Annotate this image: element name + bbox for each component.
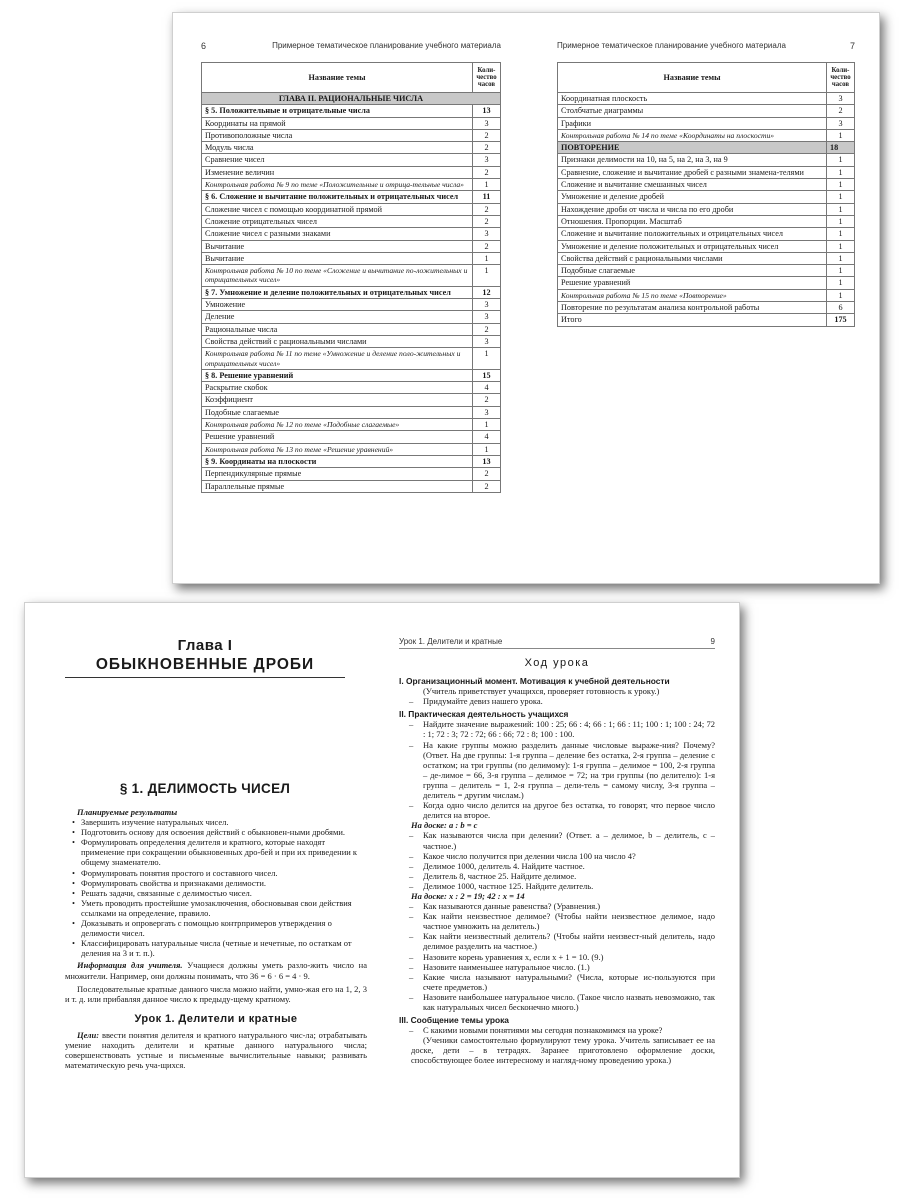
chapter-number: Глава I	[177, 637, 233, 654]
topic-cell: Изменение величин	[202, 166, 473, 178]
topic-cell: Сложение чисел с помощью координатной прямой	[202, 203, 473, 215]
hours-cell: 2	[827, 105, 855, 117]
table-row	[202, 286, 501, 298]
hours-cell: 1	[473, 443, 501, 455]
topic-cell: Сложение и вычитание смешанных чисел	[558, 179, 827, 191]
bottom-book-spread	[24, 602, 740, 1178]
lesson-goals	[65, 1030, 367, 1070]
hours-cell: 1	[827, 252, 855, 264]
hours-cell: 11	[473, 191, 501, 203]
thematic-plan-table	[201, 62, 501, 493]
topic-cell: Итого	[558, 314, 827, 326]
hours-cell: 1	[473, 252, 501, 264]
stage-2-dash-2: – На какие группы можно разделить данные числовые выраже-ния? Почему? (Ответ. На две группы: 1-я группа – деление без остатка, 2-я группа – деление с остатком; на три группы (по делимому): 1-я группа – делимое = 100, 2-я группа – де-лимое = 66, 3-я группа – делимое = 72; на три группы (по делителю): 1-я группа – делитель = 1, 2-я группа – дели-тель = самому числу, 3-я группа – делитель = другим числам.)	[399, 740, 715, 801]
question-item: – Назовите наименьшее натуральное число. (1.)	[399, 962, 715, 972]
topic-cell: Графики	[558, 117, 827, 129]
topic-cell: Контрольная работа № 15 по теме «Повторение»	[558, 289, 827, 301]
page-number: 9	[710, 637, 715, 646]
table-row	[202, 406, 501, 418]
table-row	[558, 179, 855, 191]
table-row	[202, 480, 501, 492]
hours-cell: 13	[473, 105, 501, 117]
running-head-text: Примерное тематическое планирование учебного материала	[557, 41, 786, 50]
hours-cell: 1	[827, 277, 855, 289]
table-row	[202, 105, 501, 117]
goals-text: ввести понятия делителя и кратного натурального чис-ла; отрабатывать умение находить делители и кратные данного натурального числа; совершенствовать устные и письменные вычислительные навыки; развивать математическую речь уча-щихся.	[65, 1029, 367, 1071]
topic-cell: Противоположные числа	[202, 129, 473, 141]
table-row	[202, 455, 501, 467]
table-row	[202, 240, 501, 252]
hours-cell: 3	[473, 406, 501, 418]
stage-3-title: III. Сообщение темы урока	[399, 1015, 509, 1026]
goals-label: Цели:	[77, 1029, 100, 1040]
thematic-plan-table	[557, 62, 855, 327]
hours-cell: 1	[827, 179, 855, 191]
results-heading: Планируемые результаты	[77, 807, 178, 817]
question-item: – Какие числа называют натуральными? (Числа, которые ис-пользуются при счете предметов.)	[399, 972, 715, 992]
hours-cell: 4	[473, 382, 501, 394]
topic-cell: Умножение и деление положительных и отрицательных чисел	[558, 240, 827, 252]
column-header-hours: Коли-чество часов	[473, 63, 501, 93]
topic-cell: Сложение чисел с разными знаками	[202, 228, 473, 240]
topic-cell: Повторение по результатам анализа контрольной работы	[558, 302, 827, 314]
list-item: • Формулировать определения делителя и кратного, которые находят применение при сокращении обыкновенных дро-бей и при их приведении к общему знаменателю.	[81, 837, 367, 867]
hours-cell: 3	[473, 154, 501, 166]
table-row	[202, 215, 501, 227]
hours-cell: 2	[473, 240, 501, 252]
page-8	[65, 603, 385, 1177]
board-note-1: На доске: a : b = c	[411, 820, 478, 831]
table-row	[202, 468, 501, 480]
lesson-title: Урок 1. Делители и кратные	[134, 1012, 298, 1025]
stage-1-title: I. Организационный момент. Мотивация к учебной деятельности	[399, 676, 670, 686]
table-row	[202, 191, 501, 203]
topic-cell: Коэффициент	[202, 394, 473, 406]
topic-cell: Координатная плоскость	[558, 93, 827, 105]
hours-cell: 2	[473, 129, 501, 141]
table-row	[202, 179, 501, 191]
table-row	[202, 431, 501, 443]
hours-cell: 6	[827, 302, 855, 314]
topic-cell: Умножение и деление дробей	[558, 191, 827, 203]
hours-cell: 18	[827, 142, 855, 154]
chapter-title	[65, 637, 345, 674]
page-6	[201, 13, 501, 583]
list-item: • Формулировать свойства и признаками делимости.	[81, 878, 367, 888]
table-row	[558, 191, 855, 203]
question-item: – Назовите наибольшее натуральное число. (Такое число назвать невозможно, так как натуральных чисел бесконечно много.)	[399, 992, 715, 1012]
hours-cell: 3	[473, 228, 501, 240]
topic-cell: Сравнение чисел	[202, 154, 473, 166]
hours-cell: 3	[473, 335, 501, 347]
topic-cell: § 8. Решение уравнений	[202, 369, 473, 381]
hours-cell: 3	[473, 299, 501, 311]
topic-cell: Параллельные прямые	[202, 480, 473, 492]
hours-cell: 2	[473, 166, 501, 178]
table-row	[202, 348, 501, 370]
topic-cell: Свойства действий с рациональными числами	[202, 335, 473, 347]
hours-cell: 1	[827, 215, 855, 227]
board-note-2: На доске: x : 2 = 19; 42 : x = 14	[411, 890, 525, 901]
question-item: – Как называются числа при делении? (Ответ. a – делимое, b – делитель, c – частное.)	[399, 830, 715, 850]
table-row	[202, 369, 501, 381]
column-header-hours: Коли-чество часов	[827, 63, 855, 93]
running-head	[201, 41, 501, 51]
table-row	[202, 154, 501, 166]
table-row	[202, 166, 501, 178]
table-row	[558, 302, 855, 314]
table-row	[558, 117, 855, 129]
top-book-spread	[172, 12, 880, 584]
table-row	[202, 382, 501, 394]
hours-cell: 2	[473, 480, 501, 492]
hours-cell: 1	[827, 228, 855, 240]
section-title: § 1. ДЕЛИМОСТЬ ЧИСЕЛ	[119, 781, 291, 796]
question-item: – Как называются данные равенства? (Уравнения.)	[399, 901, 715, 911]
topic-cell: Отношения. Пропорции. Масштаб	[558, 215, 827, 227]
topic-cell: Модуль числа	[202, 142, 473, 154]
table-row	[202, 265, 501, 287]
topic-cell: Нахождение дроби от числа и числа по его дроби	[558, 203, 827, 215]
table-row	[202, 129, 501, 141]
list-item: • Решать задачи, связанные с делимостью чисел.	[81, 888, 367, 898]
hours-cell: 1	[473, 179, 501, 191]
hours-cell: 1	[827, 203, 855, 215]
running-head	[399, 637, 715, 646]
running-head-text: Примерное тематическое планирование учебного материала	[272, 41, 501, 50]
table-row	[558, 240, 855, 252]
table-row	[558, 228, 855, 240]
hours-cell: 15	[473, 369, 501, 381]
table-row	[202, 203, 501, 215]
topic-cell: Контрольная работа № 14 по теме «Координаты на плоскости»	[558, 129, 827, 141]
table-row	[558, 265, 855, 277]
topic-cell: Вычитание	[202, 240, 473, 252]
list-item: • Формулировать понятия простого и составного чисел.	[81, 868, 367, 878]
topic-cell: Вычитание	[202, 252, 473, 264]
hours-cell: 1	[827, 191, 855, 203]
table-row	[202, 311, 501, 323]
table-row	[558, 129, 855, 141]
column-header-topic: Название темы	[558, 63, 827, 93]
hours-cell: 4	[473, 431, 501, 443]
hours-cell: 1	[473, 348, 501, 370]
topic-cell: Решение уравнений	[202, 431, 473, 443]
multiples-paragraph: Последовательные кратные данного числа можно найти, умно-жая его на 1, 2, 3 и т. д. или прибавляя данное число к предыду-щему кратному.	[65, 983, 367, 1004]
table-row	[202, 394, 501, 406]
topic-cell: Решение уравнений	[558, 277, 827, 289]
table-row	[558, 142, 855, 154]
results-list	[65, 817, 367, 958]
topic-cell: § 6. Сложение и вычитание положительных и отрицательных чисел	[202, 191, 473, 203]
topic-cell: Раскрытие скобок	[202, 382, 473, 394]
chapter-divider	[65, 677, 345, 678]
hours-cell: 3	[827, 93, 855, 105]
hours-cell: 1	[827, 265, 855, 277]
page-9	[399, 603, 715, 1177]
hours-cell: 3	[473, 117, 501, 129]
table-row	[558, 154, 855, 166]
table-row	[202, 93, 501, 105]
question-item: – Как найти неизвестный делитель? (Чтобы найти неизвест-ный делитель, надо делимое разделить на частное.)	[399, 931, 715, 951]
table-row	[558, 252, 855, 264]
table-row	[558, 215, 855, 227]
table-row	[202, 228, 501, 240]
table-row	[558, 314, 855, 326]
table-row	[202, 142, 501, 154]
topic-cell: Сложение и вычитание положительных и отрицательных чисел	[558, 228, 827, 240]
stage-2-dash-1: – Найдите значение выражений: 100 : 25; 66 : 4; 66 : 1; 66 : 11; 100 : 1; 100 : 24; 72 : 1; 72 : 3; 72 : 72; 66 : 66; 72 : 8; 100 : 100.	[399, 719, 715, 739]
hours-cell: 13	[473, 455, 501, 467]
topic-cell: Деление	[202, 311, 473, 323]
topic-cell: ПОВТОРЕНИЕ	[558, 142, 827, 154]
page-8-body	[65, 807, 367, 1070]
list-item: • Подготовить основу для освоения действий с обыкновен-ными дробями.	[81, 827, 367, 837]
running-head-rule	[399, 648, 715, 649]
hours-cell: 1	[827, 129, 855, 141]
column-header-topic: Название темы	[202, 63, 473, 93]
topic-cell: § 5. Положительные и отрицательные числа	[202, 105, 473, 117]
page-number: 6	[201, 41, 207, 51]
hours-cell: 1	[827, 289, 855, 301]
table-row	[558, 203, 855, 215]
hours-cell: 1	[827, 240, 855, 252]
topic-cell: § 7. Умножение и деление положительных и отрицательных чисел	[202, 286, 473, 298]
hours-cell: 1	[473, 419, 501, 431]
hours-cell: 2	[473, 203, 501, 215]
running-head	[557, 41, 855, 51]
teacher-info-text: Учащиеся должны уметь разло-жить число на множители. Например, они должны понимать, что 36 = 6 · 6 = 4 · 9.	[65, 960, 367, 981]
teacher-info	[65, 960, 367, 980]
table-row	[558, 166, 855, 178]
table-row	[202, 299, 501, 311]
topic-cell: Сравнение, сложение и вычитание дробей с разными знамена-телями	[558, 166, 827, 178]
topic-cell: Подобные слагаемые	[202, 406, 473, 418]
topic-cell: Контрольная работа № 9 по теме «Положительные и отрица-тельные числа»	[202, 179, 473, 191]
hours-cell: 1	[827, 154, 855, 166]
table-row	[202, 419, 501, 431]
board-2-questions	[399, 901, 715, 1012]
chapter-cell: ГЛАВА II. РАЦИОНАЛЬНЫЕ ЧИСЛА	[202, 93, 501, 105]
topic-cell: Контрольная работа № 12 по теме «Подобные слагаемые»	[202, 419, 473, 431]
table-row	[202, 443, 501, 455]
question-item: – Какое число получится при делении числа 100 на число 4?	[399, 851, 715, 861]
board-1-questions	[399, 830, 715, 891]
question-item: – Делимое 1000, частное 125. Найдите делитель.	[399, 881, 715, 891]
course-heading: Ход урока	[524, 657, 590, 669]
page-7	[557, 13, 855, 583]
hours-cell: 175	[827, 314, 855, 326]
topic-cell: Умножение	[202, 299, 473, 311]
list-item: • Завершить изучение натуральных чисел.	[81, 817, 367, 827]
question-item: – Назовите корень уравнения x, если x + 1 = 10. (9.)	[399, 952, 715, 962]
topic-cell: Сложение отрицательных чисел	[202, 215, 473, 227]
table-row	[558, 289, 855, 301]
teacher-info-label: Информация для учителя.	[77, 960, 183, 971]
table-row	[202, 252, 501, 264]
stage-3-text: (Ученики самостоятельно формулируют тему урока. Учитель записывает ее на доске, дети – в тетрадях. Заранее приготовлено оформление доски, способствующее более интересному и нагляд-ному проведению урока.)	[411, 1035, 715, 1066]
question-item: – Как найти неизвестное делимое? (Чтобы найти неизвестное делимое, надо частное умножить на делитель.)	[399, 911, 715, 931]
hours-cell: 12	[473, 286, 501, 298]
table-row	[202, 335, 501, 347]
stage-1-dash: – Придумайте девиз нашего урока.	[399, 696, 715, 706]
stage-3-dash: – С какими новыми понятиями мы сегодня познакомимся на уроке?	[399, 1025, 715, 1035]
running-head-text: Урок 1. Делители и кратные	[399, 637, 503, 646]
table-row	[558, 105, 855, 117]
hours-cell: 3	[473, 311, 501, 323]
topic-cell: Координаты на прямой	[202, 117, 473, 129]
topic-cell: Признаки делимости на 10, на 5, на 2, на 3, на 9	[558, 154, 827, 166]
topic-cell: Контрольная работа № 11 по теме «Умножение и деление поло-жительных и отрицательных чисел»	[202, 348, 473, 370]
table-row	[558, 277, 855, 289]
hours-cell: 2	[473, 323, 501, 335]
table-row	[202, 323, 501, 335]
topic-cell: Контрольная работа № 13 по теме «Решение уравнений»	[202, 443, 473, 455]
question-item: – Делимое 1000, делитель 4. Найдите частное.	[399, 861, 715, 871]
topic-cell: Перпендикулярные прямые	[202, 468, 473, 480]
topic-cell: Столбчатые диаграммы	[558, 105, 827, 117]
list-item: • Уметь проводить простейшие умозаключения, обосновывая свои действия ссылками на определение, правило.	[81, 898, 367, 918]
hours-cell: 1	[473, 265, 501, 287]
stage-2-dash-3: – Когда одно число делится на другое без остатка, то говорят, что первое число делится на второе.	[399, 800, 715, 820]
table-row	[558, 93, 855, 105]
topic-cell: Контрольная работа № 10 по теме «Сложение и вычитание по-ложительных и отрицательных чисел»	[202, 265, 473, 287]
list-item: • Доказывать и опровергать с помощью контрпримеров утверждения о делимости чисел.	[81, 918, 367, 938]
hours-cell: 2	[473, 142, 501, 154]
table-row	[202, 117, 501, 129]
topic-cell: Рациональные числа	[202, 323, 473, 335]
hours-cell: 2	[473, 468, 501, 480]
page-number: 7	[849, 41, 855, 51]
page-9-body	[399, 675, 715, 1066]
chapter-name: ОБЫКНОВЕННЫЕ ДРОБИ	[95, 656, 315, 673]
hours-cell: 3	[827, 117, 855, 129]
topic-cell: § 9. Координаты на плоскости	[202, 455, 473, 467]
stage-2-title: II. Практическая деятельность учащихся	[399, 709, 569, 720]
hours-cell: 2	[473, 394, 501, 406]
hours-cell: 1	[827, 166, 855, 178]
question-item: – Делитель 8, частное 25. Найдите делимое.	[399, 871, 715, 881]
list-item: • Классифицировать натуральные числа (четные и нечетные, по остаткам от деления на 3 и т. п.).	[81, 938, 367, 958]
topic-cell: Свойства действий с рациональными числами	[558, 252, 827, 264]
stage-1-note: (Учитель приветствует учащихся, проверяет готовность к уроку.)	[423, 686, 660, 697]
hours-cell: 2	[473, 215, 501, 227]
topic-cell: Подобные слагаемые	[558, 265, 827, 277]
